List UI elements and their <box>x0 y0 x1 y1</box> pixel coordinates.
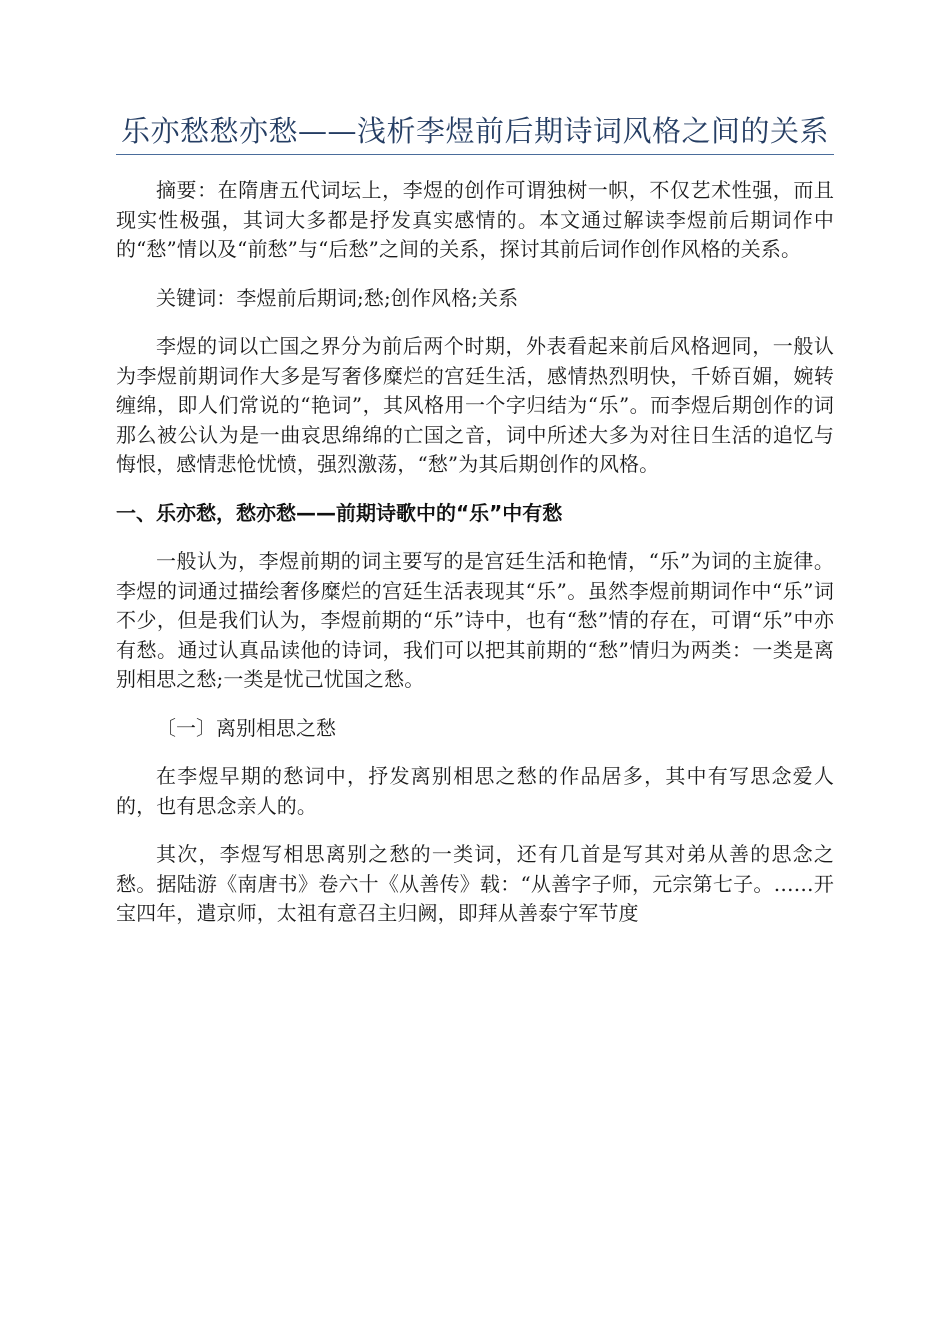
subsection-paragraph-1: 在李煜早期的愁词中，抒发离别相思之愁的作品居多，其中有写思念爱人的，也有思念亲人的。 <box>116 764 834 818</box>
subsection-heading: 〔一〕离别相思之愁 <box>156 715 336 740</box>
document-title: 乐亦愁愁亦愁——浅析李煜前后期诗词风格之间的关系 <box>120 114 829 148</box>
abstract-paragraph: 摘要：在隋唐五代词坛上，李煜的创作可谓独树一帜，不仅艺术性强，而且现实性极强，其词大多都是抒发真实感情的。本文通过解读李煜前后期词作中的“愁”情以及“前愁”与“后愁”之间的关系，探讨其前后词作创作风格的关系。 <box>116 178 834 261</box>
keywords-paragraph: 关键词：李煜前后期词;愁;创作风格;关系 <box>156 285 519 310</box>
intro-paragraph: 李煜的词以亡国之界分为前后两个时期，外表看起来前后风格迥同，一般认为李煜前期词作大多是写奢侈糜烂的宫廷生活，感情热烈明快，千娇百媚，婉转缠绵，即人们常说的“艳词”，其风格用一个字归结为“乐”。而李煜后期创作的词那么被公认为是一曲哀思绵绵的亡国之音，词中所述大多为对往日生活的追忆与悔恨，感情悲怆忧愤，强烈激荡，“愁”为其后期创作的风格。 <box>116 334 834 476</box>
section-heading: 一、乐亦愁，愁亦愁——前期诗歌中的“乐”中有愁 <box>116 500 563 525</box>
subsection-paragraph-2: 其次，李煜写相思离别之愁的一类词，还有几首是写其对弟从善的思念之愁。据陆游《南唐书》卷六十《从善传》载：“从善字子师，元宗第七子。……开宝四年，遣京师，太祖有意召主归阙，即拜从善泰宁军节度 <box>116 842 834 925</box>
title-underline <box>116 154 834 155</box>
section-paragraph: 一般认为，李煜前期的词主要写的是宫廷生活和艳情，“乐”为词的主旋律。李煜的词通过描绘奢侈糜烂的宫廷生活表现其“乐”。虽然李煜前期词作中“乐”词不少，但是我们认为，李煜前期的“乐”诗中，也有“愁”情的存在，可谓“乐”中亦有愁。通过认真品读他的诗词，我们可以把其前期的“愁”情归为两类：一类是离别相思之愁;一类是忧己忧国之愁。 <box>116 549 834 691</box>
document-body <box>116 176 834 948</box>
